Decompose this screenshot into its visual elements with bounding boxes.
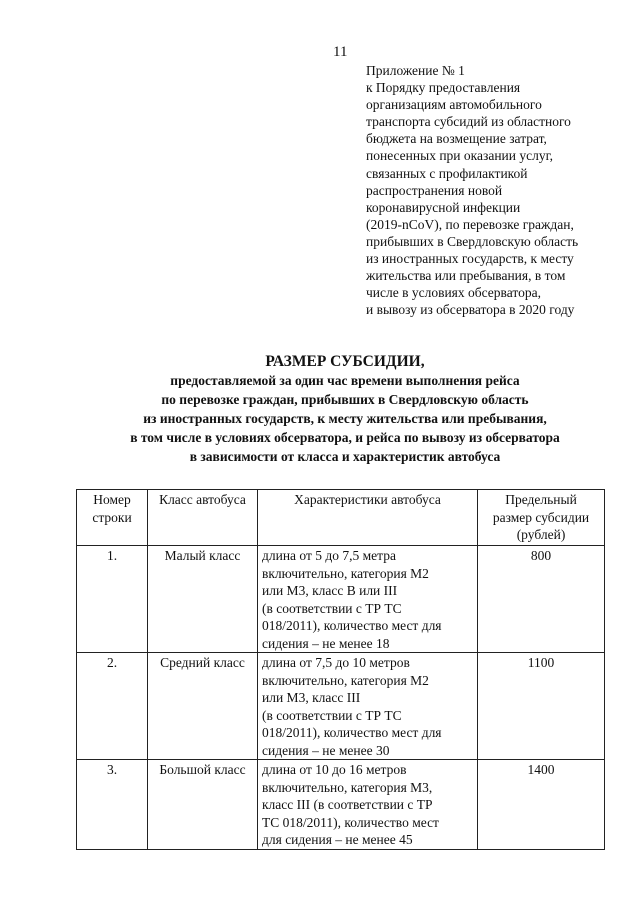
table-row xyxy=(77,653,605,760)
header-line: Класс автобуса xyxy=(159,492,246,507)
subsidy-table xyxy=(76,489,605,850)
desc-line: длина от 10 до 16 метров xyxy=(262,762,407,777)
appendix-line: (2019-nCoV), по перевозке граждан, xyxy=(366,216,574,232)
cell-max-subsidy: 1400 xyxy=(478,760,605,850)
appendix-line: Приложение № 1 xyxy=(366,63,465,78)
desc-line: включительно, категория М3, xyxy=(262,779,433,795)
document-title: РАЗМЕР СУБСИДИИ, xyxy=(265,353,425,370)
header-row-number xyxy=(77,490,148,546)
appendix-line: бюджета на возмещение затрат, xyxy=(366,131,547,147)
appendix-reference xyxy=(366,62,628,318)
cell-bus-class: Средний класс xyxy=(148,653,258,760)
header-line: Номер xyxy=(93,492,131,507)
cell-bus-characteristics xyxy=(258,653,478,760)
desc-line: (в соответствии с ТР ТС xyxy=(262,707,402,723)
header-line: строки xyxy=(92,509,132,525)
table-row xyxy=(77,546,605,653)
appendix-line: коронавирусной инфекции xyxy=(366,199,521,215)
appendix-line: организациям автомобильного xyxy=(366,97,542,113)
desc-line: включительно, категория М2 xyxy=(262,672,429,688)
desc-line: сидения – не менее 18 xyxy=(262,635,390,651)
appendix-line: к Порядку предоставления xyxy=(366,80,521,96)
subtitle-line: предоставляемой за один час времени выполнения рейса xyxy=(170,373,520,388)
table-header-row xyxy=(77,490,605,546)
cell-max-subsidy: 1100 xyxy=(478,653,605,760)
cell-row-number: 1. xyxy=(77,546,148,653)
subtitle-line: по перевозке граждан, прибывших в Свердловскую область xyxy=(161,392,529,407)
cell-bus-characteristics xyxy=(258,760,478,850)
appendix-line: распространения новой xyxy=(366,182,503,198)
cell-max-subsidy: 800 xyxy=(478,546,605,653)
desc-line: включительно, категория М2 xyxy=(262,565,429,581)
header-line: Предельный xyxy=(505,492,577,507)
desc-line: ТС 018/2011), количество мест xyxy=(262,814,439,830)
appendix-line: связанных с профилактикой xyxy=(366,165,528,181)
appendix-line: понесенных при оказании услуг, xyxy=(366,148,553,164)
desc-line: длина от 7,5 до 10 метров xyxy=(262,655,410,670)
header-line: (рублей) xyxy=(516,527,566,542)
header-bus-class xyxy=(148,490,258,546)
header-line: размер субсидии xyxy=(492,509,590,525)
desc-line: (в соответствии с ТР ТС xyxy=(262,600,402,616)
subtitle-line: в зависимости от класса и характеристик автобуса xyxy=(189,449,501,464)
appendix-line: транспорта субсидий из областного xyxy=(366,114,571,130)
header-max-subsidy xyxy=(478,490,605,546)
desc-line: сидения – не менее 30 xyxy=(262,742,390,758)
page-number: 11 xyxy=(333,44,348,60)
appendix-line: жительства или пребывания, в том xyxy=(366,268,566,284)
desc-line: для сидения – не менее 45 xyxy=(262,832,413,847)
document-heading xyxy=(60,352,630,466)
desc-line: или М3, класс III xyxy=(262,690,361,705)
subtitle-line: в том числе в условиях обсерватора, и рейса по вывозу из обсерватора xyxy=(130,430,560,445)
desc-line: или М3, класс В или III xyxy=(262,583,398,598)
appendix-line: прибывших в Свердловскую область xyxy=(366,233,579,249)
header-line: Характеристики автобуса xyxy=(294,492,441,507)
desc-line: длина от 5 до 7,5 метра xyxy=(262,548,396,563)
subtitle-line: из иностранных государств, к месту жительства или пребывания, xyxy=(143,411,547,426)
appendix-line: из иностранных государств, к месту xyxy=(366,251,574,267)
cell-bus-characteristics xyxy=(258,546,478,653)
table-row xyxy=(77,760,605,850)
appendix-line: числе в условиях обсерватора, xyxy=(366,285,541,301)
cell-bus-class: Малый класс xyxy=(148,546,258,653)
cell-row-number: 2. xyxy=(77,653,148,760)
desc-line: 018/2011), количество мест для xyxy=(262,725,442,740)
cell-row-number: 3. xyxy=(77,760,148,850)
header-bus-characteristics xyxy=(258,490,478,546)
cell-bus-class: Большой класс xyxy=(148,760,258,850)
desc-line: класс III (в соответствии с ТР xyxy=(262,797,433,812)
desc-line: 018/2011), количество мест для xyxy=(262,618,442,633)
appendix-line: и вывозу из обсерватора в 2020 году xyxy=(366,302,575,318)
